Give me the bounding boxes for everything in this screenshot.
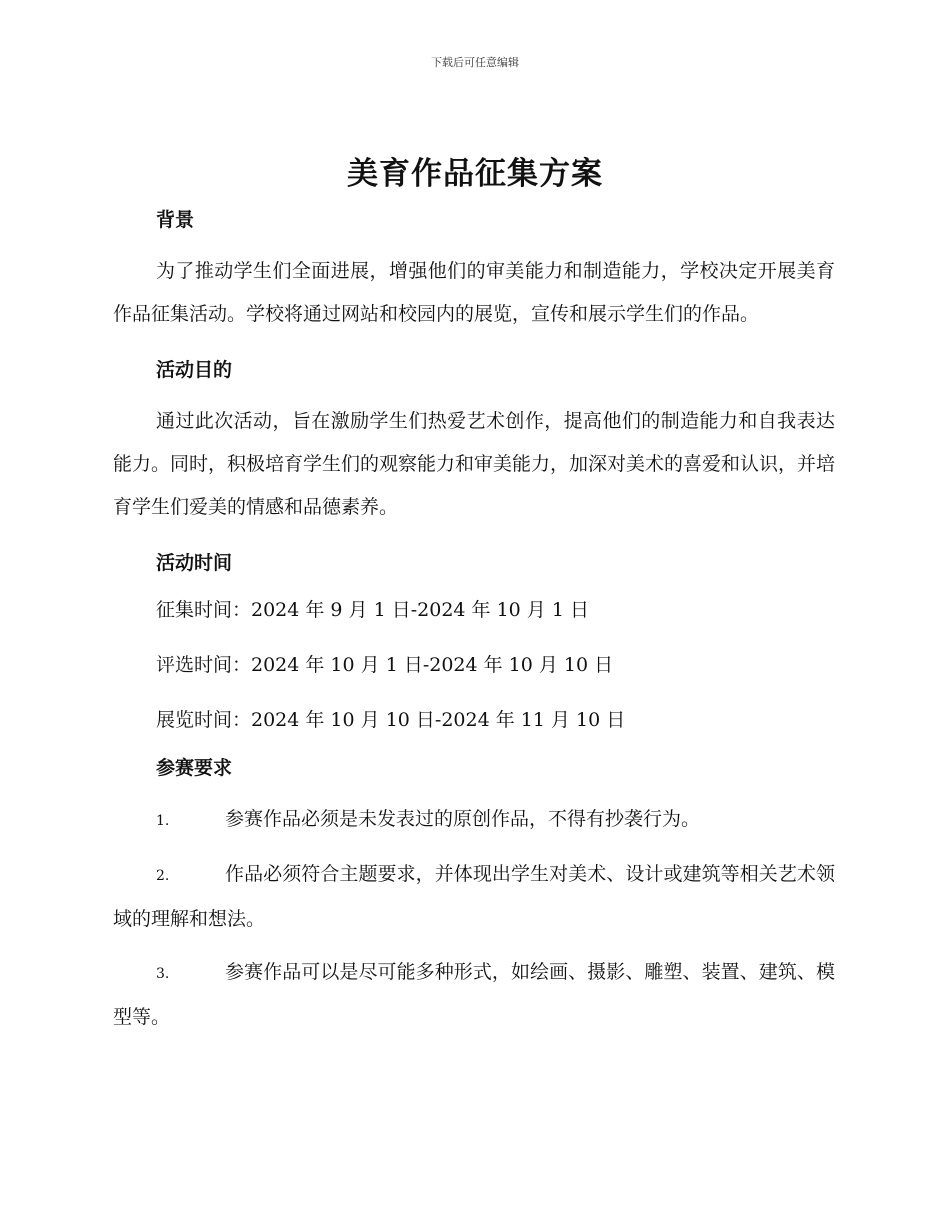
section-heading-purpose: 活动目的 <box>156 359 233 381</box>
section-heading-requirements: 参赛要求 <box>156 757 233 779</box>
list-item-text: 参赛作品必须是未发表过的原创作品，不得有抄袭行为。 <box>225 808 701 830</box>
document-body <box>113 200 835 1039</box>
section-heading-background: 背景 <box>156 209 195 231</box>
list-item <box>113 853 835 941</box>
list-item-text: 作品必须符合主题要求，并体现出学生对美术、设计或建筑等相关艺术领域的理解和想法。 <box>113 863 835 930</box>
list-number: 2. <box>156 868 170 884</box>
list-item <box>113 951 835 1039</box>
list-number: 1. <box>156 813 170 829</box>
list-number: 3. <box>156 966 170 982</box>
list-item <box>113 798 835 843</box>
document-title: 美育作品征集方案 <box>347 156 603 192</box>
section-heading-time: 活动时间 <box>156 552 233 574</box>
paragraph-background: 为了推动学生们全面进展，增强他们的审美能力和制造能力，学校决定开展美育作品征集活动。学校将通过网站和校园内的展览，宣传和展示学生们的作品。 <box>113 260 835 325</box>
time-item-selection: 评选时间：2024 年 10 月 1 日-2024 年 10 月 10 日 <box>156 654 614 676</box>
paragraph-purpose: 通过此次活动，旨在激励学生们热爱艺术创作，提高他们的制造能力和自我表达能力。同时，积极培育学生们的观察能力和审美能力，加深对美术的喜爱和认识，并培育学生们爱美的情感和品德素养。 <box>113 410 836 518</box>
time-item-collection: 征集时间：2024 年 9 月 1 日-2024 年 10 月 1 日 <box>156 599 589 621</box>
time-item-exhibition: 展览时间：2024 年 10 月 10 日-2024 年 11 月 10 日 <box>156 709 626 731</box>
list-item-text: 参赛作品可以是尽可能多种形式，如绘画、摄影、雕塑、装置、建筑、模型等。 <box>113 961 835 1028</box>
header-note: 下载后可任意编辑 <box>431 56 519 69</box>
